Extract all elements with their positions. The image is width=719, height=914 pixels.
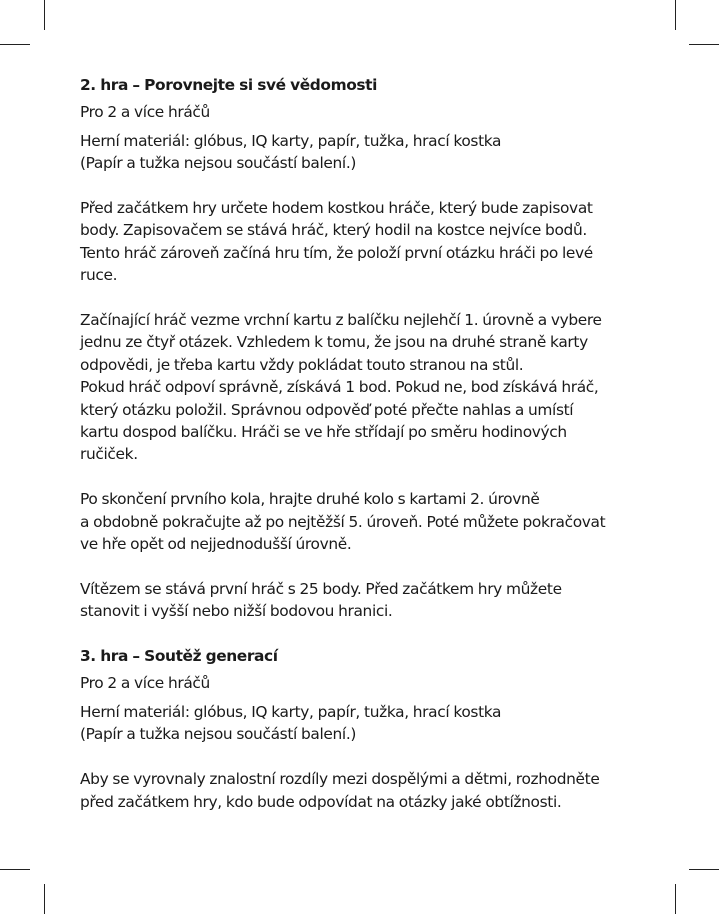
text-line: ruce. [80,266,118,285]
section-2-paragraph-3 [80,488,680,555]
text-line: Pokud hráč odpoví správně, získává 1 bod. Pokud ne, bod získává hráč, [80,378,599,397]
crop-mark-top-left-h [0,44,30,45]
text-line: před začátkem hry, kdo bude odpovídat na otázky jaké obtížnosti. [80,792,562,811]
crop-mark-top-left [44,0,45,30]
text-line: a obdobně pokračujte až po nejtěžší 5. úroveň. Poté můžete pokračovat [80,512,606,531]
text-line: Začínající hráč vezme vrchní kartu z balíčku nejlehčí 1. úrovně a vybere [80,311,602,330]
section-2-paragraph-2 [80,309,680,466]
text-line: který otázku položil. Správnou odpověď poté přečte nahlas a umístí [80,400,574,419]
section-3-heading: 3. hra – Soutěž generací [80,647,278,666]
text-line: (Papír a tužka nejsou součástí balení.) [80,154,357,173]
section-2-heading: 2. hra – Porovnejte si své vědomosti [80,76,377,94]
text-line: body. Zapisovačem se stává hráč, který hodil na kostce nejvíce bodů. [80,221,587,240]
text-line: Po skončení prvního kola, hrajte druhé kolo s kartami 2. úrovně [80,490,540,509]
crop-mark-bottom-left-h [0,869,30,870]
section-2-paragraph-1 [80,197,680,287]
section-2-players: Pro 2 a více hráčů [80,103,210,122]
section-3-paragraph-1 [80,768,680,813]
text-line: Tento hráč zároveň začíná hru tím, že položí první otázku hráči po levé [80,243,593,262]
crop-mark-bottom-right-h [689,869,719,870]
text-line: Herní materiál: glóbus, IQ karty, papír, tužka, hrací kostka [80,702,502,721]
section-2-paragraph-4 [80,578,680,623]
text-line: Aby se vyrovnaly znalostní rozdíly mezi dospělými a dětmi, rozhodněte [80,770,600,789]
text-line: Herní materiál: glóbus, IQ karty, papír, tužka, hrací kostka [80,131,502,150]
text-line: stanovit i vyšší nebo nižší bodovou hranici. [80,602,393,621]
text-line: odpovědi, je třeba kartu vždy pokládat touto stranou na stůl. [80,355,524,374]
text-line: (Papír a tužka nejsou součástí balení.) [80,725,357,744]
section-3-material [80,701,680,746]
document-body [80,74,680,813]
section-2-material [80,130,680,175]
text-line: ručiček. [80,445,138,464]
text-line: jednu ze čtyř otázek. Vzhledem k tomu, že jsou na druhé straně karty [80,333,588,352]
text-line: Vítězem se stává první hráč s 25 body. Před začátkem hry můžete [80,579,562,598]
section-3-players: Pro 2 a více hráčů [80,674,210,693]
crop-mark-bottom-right [675,884,676,914]
crop-mark-top-right [675,0,676,30]
text-line: kartu dospod balíčku. Hráči se ve hře střídají po směru hodinových [80,423,567,442]
text-line: ve hře opět od nejjednodušší úrovně. [80,535,352,554]
crop-mark-bottom-left [44,884,45,914]
text-line: Před začátkem hry určete hodem kostkou hráče, který bude zapisovat [80,199,593,218]
crop-mark-top-right-h [689,44,719,45]
